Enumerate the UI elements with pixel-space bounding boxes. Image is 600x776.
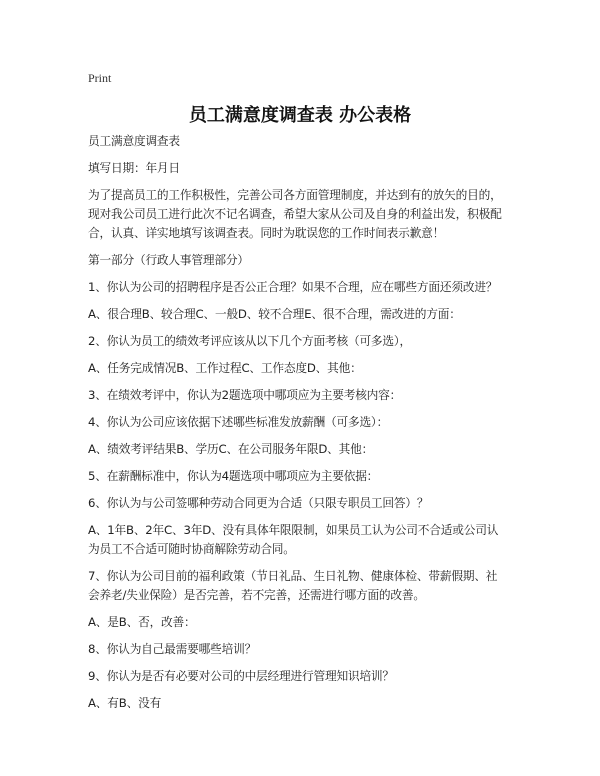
text-line: 为员工不合适可随时协商解除劳动合同。 xyxy=(88,542,295,556)
text-line: 9、你认为是否有必要对公司的中层经理进行管理知识培训？ xyxy=(88,669,394,683)
text-line: A、绩效考评结果B、学历C、在公司服务年限D、其他： xyxy=(88,442,374,456)
text-line: 合，认真、详实地填写该调查表。同时为耽误您的工作时间表示歉意！ xyxy=(88,226,445,240)
paragraph xyxy=(88,467,528,486)
text-line: 8、你认为自己最需要哪些培训？ xyxy=(88,642,257,656)
text-line: 现对我公司员工进行此次不记名调查，希望大家从公司及自身的利益出发，积极配 xyxy=(88,207,502,221)
text-line: A、有B、没有 xyxy=(88,696,162,710)
text-line: 填写日期：年月日 xyxy=(88,161,180,175)
text-line: 第一部分（行政人事管理部分） xyxy=(88,253,249,267)
paragraph xyxy=(88,494,528,513)
page-title: 员工满意度调查表 办公表格 xyxy=(188,105,412,126)
paragraph xyxy=(88,332,528,351)
paragraph xyxy=(88,251,528,270)
text-line: 6、你认为与公司签哪种劳动合同更为合适（只限专职员工回答）？ xyxy=(88,496,429,510)
text-line: 1、你认为公司的招聘程序是否公正合理？如果不合理，应在哪些方面还须改进？ xyxy=(88,280,498,294)
text-line: 2、你认为员工的绩效考评应该从以下几个方面考核（可多选）， xyxy=(88,334,412,348)
paragraph xyxy=(88,186,528,243)
paragraph xyxy=(88,278,528,297)
text-line: A、任务完成情况B、工作过程C、工作态度D、其他： xyxy=(88,361,362,375)
text-line: 为了提高员工的工作积极性，完善公司各方面管理制度，并达到有的放矢的目的， xyxy=(88,188,502,202)
paragraph xyxy=(88,159,528,178)
paragraph xyxy=(88,132,528,151)
text-line: 4、你认为公司应该依据下述哪些标准发放薪酬（可多选）： xyxy=(88,415,389,429)
text-line: A、很合理B、较合理C、一般D、较不合理E、很不合理，需改进的方面： xyxy=(88,307,461,321)
paragraph xyxy=(88,413,528,432)
paragraph xyxy=(88,567,528,605)
print-link[interactable]: Print xyxy=(88,71,112,85)
paragraph xyxy=(88,305,528,324)
paragraph xyxy=(88,667,528,686)
paragraph xyxy=(88,613,528,632)
paragraph xyxy=(88,694,528,713)
text-line: 会养老/失业保险）是否完善，若不完善，还需进行哪方面的改善。 xyxy=(88,588,425,602)
paragraph xyxy=(88,359,528,378)
document-body xyxy=(88,132,528,721)
paragraph xyxy=(88,521,528,559)
text-line: 3、在绩效考评中，你认为2题选项中哪项应为主要考核内容： xyxy=(88,388,402,402)
paragraph xyxy=(88,640,528,659)
text-line: 7、你认为公司目前的福利政策（节日礼品、生日礼物、健康体检、带薪假期、社 xyxy=(88,569,498,583)
text-line: 5、在薪酬标准中，你认为4题选项中哪项应为主要依据： xyxy=(88,469,379,483)
paragraph xyxy=(88,386,528,405)
paragraph xyxy=(88,440,528,459)
text-line: A、1年B、2年C、3年D、没有具体年限限制，如果员工认为公司不合适或公司认 xyxy=(88,523,499,537)
text-line: A、是B、否，改善： xyxy=(88,615,196,629)
text-line: 员工满意度调查表 xyxy=(88,134,180,148)
